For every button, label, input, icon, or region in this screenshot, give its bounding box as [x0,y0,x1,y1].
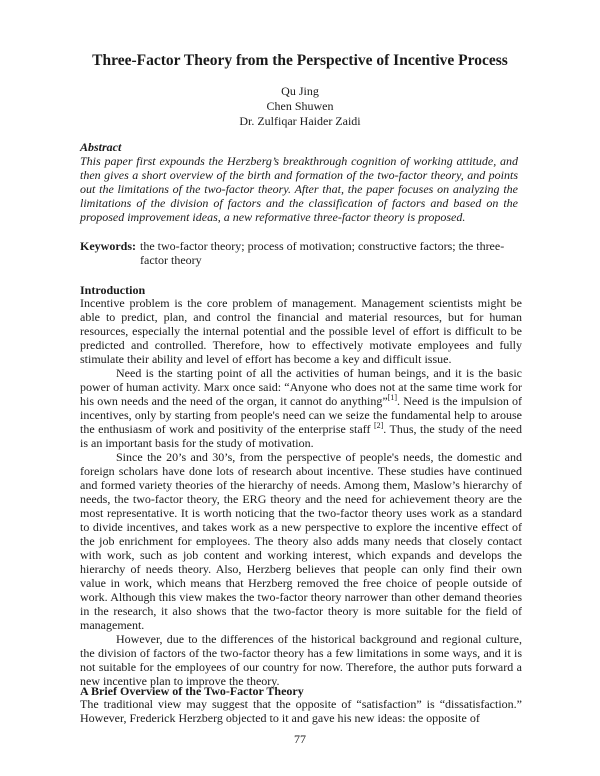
paragraph-text: . Need is the impulsion of incentives, only by starting from people's need can we seize the fundamental help to arouse the enthusiasm of work and positivity of the enterprise staff [80,394,523,436]
page-number: 77 [294,732,306,746]
keywords-label: Keywords: [80,239,136,253]
section-body [80,697,522,725]
section-heading: A Brief Overview of the Two-Factor Theory [80,684,304,698]
abstract-heading: Abstract [80,140,122,154]
introduction-body [80,296,522,688]
abstract-text: This paper first expounds the Herzberg’s breakthrough cognition of working attitude, and then gives a short overview of the birth and formation of the two-factor theory, and points out the limitations of the two-factor theory. After that, the paper focuses on analyzing the limitations of the division of factors and the classification of factors and based on the proposed improvement ideas, a new reformative three-factor theory is proposed. [80,154,518,224]
paragraph-text: . Thus, the study of the need is an important basis for the study of motivation. [80,422,522,450]
citation-ref: [1] [387,393,398,402]
introduction-heading: Introduction [80,283,146,297]
keywords-text: the two-factor theory; process of motivation; constructive factors; the three-factor theory [140,239,505,267]
paragraph: Incentive problem is the core problem of management. Management scientists might be able to predict, plan, and control the financial and material resources, but for human resources, especially the internal potential and the possible level of effort is difficult to be predicted and controlled. Therefore, how to effectively motivate employees and fully stimulate their ability and level of effort has become a key and difficult issue. [80,296,522,366]
author-name: Chen Shuwen [266,99,334,113]
paragraph: Since the 20’s and 30’s, from the perspective of people's needs, the domestic and foreign scholars have done lots of research about incentive. These studies have continued and formed variety theories of the hierarchy of needs. Among them, Maslow’s hierarchy of needs, the two-factor theory, the ERG theory and the need for achievement theory are the most representative. It is worth noticing that the two-factor theory uses work as a standard to divide incentives, and takes work as a new perspective to explore the incentive effect of the job enrichment for employees. The theory also adds many needs that closely contact with work, such as job content and working interest, which expands and develops the hierarchy of needs theory. Also, Herzberg believes that people can only find their own value in work, which means that Herzberg removed the free choice of people outside of work. Although this view makes the two-factor theory narrower than other demand theories in the research, it also shows that the two-factor theory is more suitable for the field of management. [80,450,522,632]
author-name: Dr. Zulfiqar Haider Zaidi [239,114,361,128]
paragraph-text: Need is the starting point of all the activities of human beings, and it is the basic power of human activity. Marx once said: “Anyone who does not at the same time work for his own needs and the need of the organ, it cannot do anything” [80,366,522,408]
paragraph: The traditional view may suggest that the opposite of “satisfaction” is “dissatisfaction.” However, Frederick Herzberg objected to it and gave his new ideas: the opposite of [80,697,522,725]
author-name: Qu Jing [281,84,319,98]
paper-title: Three-Factor Theory from the Perspective of Incentive Process [92,52,508,69]
author-list [0,84,600,129]
paragraph [80,366,522,450]
paragraph: However, due to the differences of the historical background and regional culture, the division of factors of the two-factor theory has a few limitations in some ways, and it is not suitable for the employees of our country for now. Therefore, the author puts forward a new incentive plan to improve the theory. [80,632,522,688]
keywords-block [80,239,518,267]
citation-ref: [2] [373,421,384,430]
